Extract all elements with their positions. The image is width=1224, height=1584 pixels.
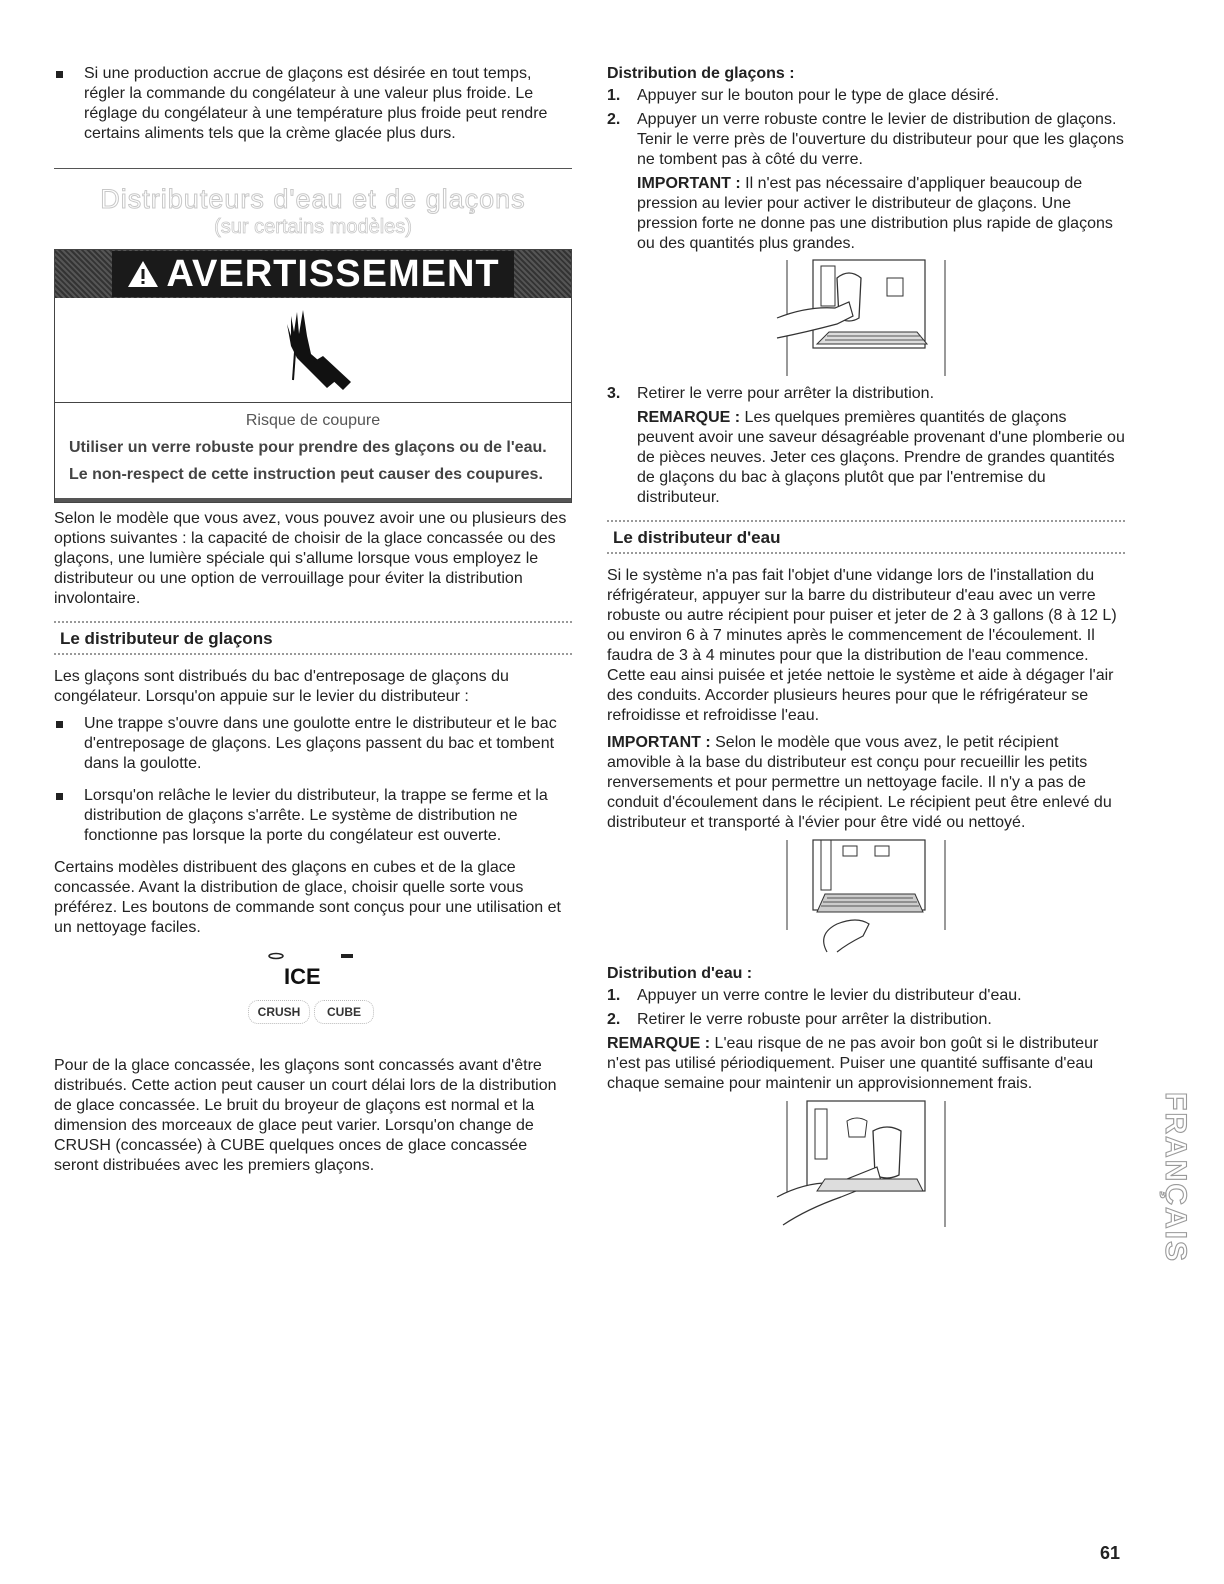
bullet-square-icon [56, 71, 63, 78]
section-subtitle: (sur certains modèles) [214, 216, 412, 238]
warning-triangle-icon [126, 259, 160, 289]
water-dispensing-heading: Distribution d'eau : [607, 965, 753, 982]
side-tab-label: FRANÇAIS [1159, 1092, 1192, 1263]
left-column [54, 64, 572, 1183]
ice-paragraph-1: Les glaçons sont distribués du bac d'entreposage de glaçons du congélateur. Lorsqu'on appuie sur le levier du distributeur : [54, 668, 509, 705]
side-tab-label-graphic [1152, 1088, 1192, 1368]
language-side-tab [1152, 1088, 1192, 1368]
water-step-2: 2. Retirer le verre robuste pour arrêter la distribution. [607, 1011, 992, 1028]
cube-indicator-icon [341, 954, 353, 958]
bullet-square-icon [56, 793, 63, 800]
ice-step-2: 2. Appuyer un verre robuste contre le levier de distribution de glaçons. Tenir le verre près de l'ouverture du distributeur pour que les glaçons ne tombent pas à côté du verre. [607, 111, 1124, 168]
warning-icon-area [55, 298, 571, 403]
water-dispensing-illustration [607, 1101, 1125, 1229]
ice-bullet-2: Lorsqu'on relâche le levier du distributeur, la trappe se ferme et la distribution de glaçons s'arrête. Le système de distribution ne fonctionne pas lorsque la porte du congélateur est ouverte. [54, 786, 572, 846]
crush-indicator-icon [267, 952, 285, 960]
warning-risk: Risque de coupure [245, 412, 381, 429]
drip-tray-removal-icon [777, 840, 957, 958]
ice-panel-title: ICE [284, 964, 321, 989]
important-note-2: IMPORTANT : Selon le modèle que vous avez, le petit récipient amovible à la base du distributeur est conçu pour recueillir les petits renversements et pour permettre un nettoyage facile. Il n'y a pas de conduit d'écoulement dans le récipient. Le récipient peut être enlevé du distributeur et transporté à l'évier pour être vidé ou nettoyé. [607, 734, 1112, 831]
warning-box [54, 249, 572, 503]
right-column [607, 64, 1125, 1235]
intro-bullet: Si une production accrue de glaçons est désirée en tout temps, régler la commande du congélateur à une valeur plus froide. Le réglage du congélateur à une température plus froide peut rendre certains aliments tels que la crème glacée plus durs. [54, 64, 572, 144]
warning-line-2: Le non-respect de cette instruction peut causer des coupures. [69, 466, 543, 483]
crush-button[interactable]: CRUSH [248, 1000, 310, 1024]
ice-bullet-1: Une trappe s'ouvre dans une goulotte entre le distributeur et le bac d'entreposage de glaçons. Les glaçons passent du bac et tombent dans la goulotte. [54, 714, 572, 774]
remarque-note-2: REMARQUE : L'eau risque de ne pas avoir bon goût si le distributeur n'est pas utilisé périodiquement. Puiser une quantité suffisante d'eau chaque semaine pour maintenir un approvisionnement frais. [607, 1035, 1099, 1092]
page-number: 61 [1100, 1543, 1121, 1563]
remarque-note-1: REMARQUE : Les quelques premières quantités de glaçons peuvent avoir une saveur désagréable provenant d'une plomberie ou de pièces neuves. Jeter ces glaçons. Prendre de grandes quantités de glaçons du bac à glaçons plutôt que par l'entremise du distributeur. [637, 409, 1125, 506]
glass-under-ice-dispenser-icon [777, 260, 957, 378]
important-note-1: IMPORTANT : Il n'est pas nécessaire d'appliquer beaucoup de pression au levier pour activer le distributeur de glaçons. Une pression forte ne donne pas une distribution plus rapide de glaçons ou des quantités plus grandes. [637, 175, 1113, 252]
warning-label: AVERTISSEMENT [166, 253, 500, 295]
water-step-1: 1. Appuyer un verre contre le levier du distributeur d'eau. [607, 987, 1022, 1004]
section-divider [54, 168, 572, 169]
cut-hand-icon [277, 306, 357, 396]
ice-control-panel [54, 946, 572, 1046]
water-paragraph: Si le système n'a pas fait l'objet d'une vidange lors de l'installation du réfrigérateur, appuyer sur la barre du distributeur d'eau avec un verre robuste ou autre récipient pour puiser et jeter de 2 à 3 gallons (8 à 12 L) ou environ 6 à 7 minutes après le commencement de l'écoulement. Il faudra de 3 à 4 minutes pour que la distribution de l'eau commence. Cette eau ainsi puisée et jetée nettoie le système et aide à dégager l'air des conduits. Accorder plusieurs heures pour que le réfrigérateur se refroidisse et refroidisse l'eau. [607, 567, 1117, 724]
glass-under-water-dispenser-icon [777, 1101, 957, 1229]
warning-line-1: Utiliser un verre robuste pour prendre des glaçons ou de l'eau. [69, 439, 547, 456]
drip-tray-illustration [607, 840, 1125, 958]
ice-paragraph-2: Certains modèles distribuent des glaçons en cubes et de la glace concassée. Avant la distribution de glace, choisir quelle sorte vous préférez. Les boutons de commande sont conçus pour une utilisation et un nettoyage faciles. [54, 859, 561, 936]
ice-dispensing-heading: Distribution de glaçons : [607, 65, 795, 82]
ice-dispenser-heading: Le distributeur de glaçons [54, 621, 572, 655]
section-title: Distributeurs d'eau et de glaçons [100, 184, 526, 214]
warning-header [55, 250, 571, 298]
ice-step-3: 3. Retirer le verre pour arrêter la distribution. [607, 385, 935, 402]
ice-dispensing-illustration [607, 260, 1125, 378]
cube-button[interactable]: CUBE [314, 1000, 374, 1024]
ice-step-1: 1. Appuyer sur le bouton pour le type de glace désiré. [607, 87, 1000, 104]
intro-paragraph: Selon le modèle que vous avez, vous pouvez avoir une ou plusieurs des options suivantes : la capacité de choisir de la glace concassée ou des glaçons, une lumière spéciale qui s'allume lorsque vous employez le distributeur ou une option de verrouillage pour éviter la distribution involontaire. [54, 510, 567, 607]
ice-paragraph-3: Pour de la glace concassée, les glaçons sont concassés avant d'être distribués. Cette action peut causer un court délai lors de la distribution de glace concassée. Le bruit du broyeur de glaçons est normal et la dimension des morceaux de glace peut varier. Lorsqu'on change de CRUSH (concassée) à CUBE quelques onces de glace concassée seront distribuées avec les premiers glaçons. [54, 1057, 557, 1174]
bullet-square-icon [56, 721, 63, 728]
water-dispenser-heading: Le distributeur d'eau [607, 520, 1125, 554]
